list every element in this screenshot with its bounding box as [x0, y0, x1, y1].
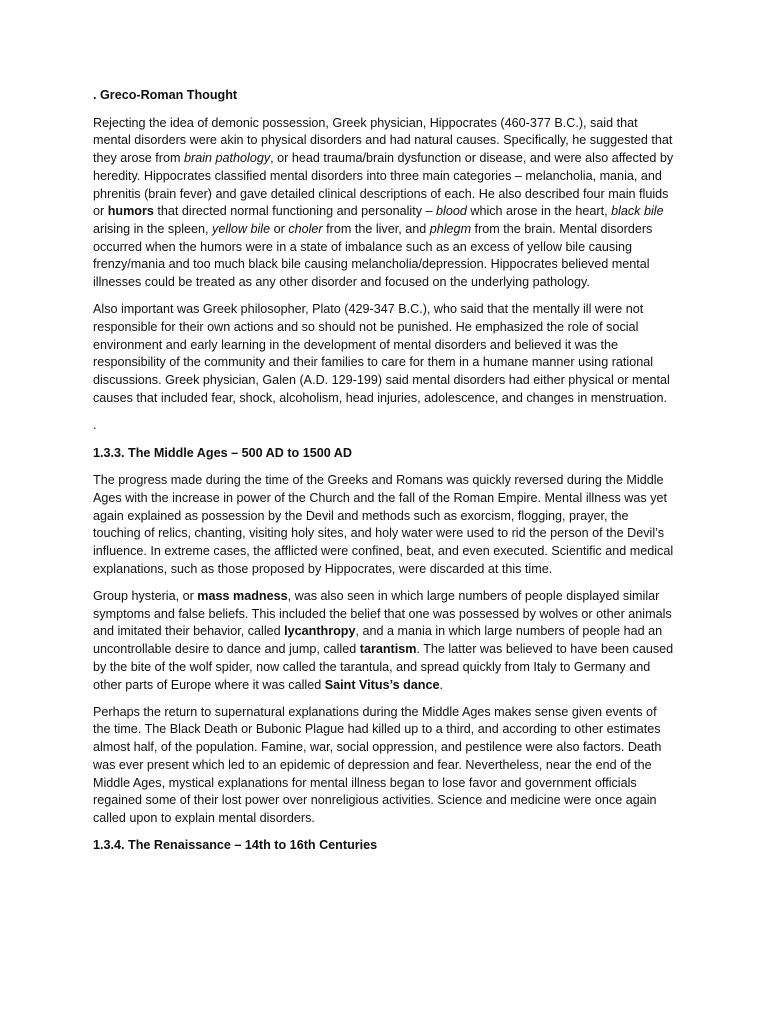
italic-term: yellow bile: [212, 221, 271, 236]
text-run: The progress made during the time of the Greeks and Romans was quickly reversed during the Middle Ages with the increase in power of the Church and the fall of the Roman Empire. Mental illness was yet again explained as possession by the Devil and methods such as exorcism, flogging, prayer, the touching of relics, chanting, visiting holy sites, and holy water were used to rid the person of the Devil’s influence. In extreme cases, the afflicted were confined, beat, and even executed. Scientific and medical explanations, such as those proposed by Hippocrates, were discarded at this time.: [93, 473, 674, 576]
text-run: , or head trauma/brain dysfunction or disease, and were also affected by heredity. Hippocrates classified mental disorders into three main categories – melancholia, mania, and phrenitis (brain fever) and gave detailed clinical descriptions of each. He also described four main fluids or: [93, 151, 674, 219]
text-run: from the brain. Mental disorders occurred when the humors were in a state of imbalance such as an excess of yellow bile causing frenzy/mania and too much black bile causing melancholia/depression. Hippocrates believed mental illnesses could be treated as any other disorder and focused on the underlying pathology.: [93, 221, 653, 290]
text-run: Rejecting the idea of demonic possession, Greek physician, Hippocrates (460-377 B.C.), said that mental disorders were akin to physical disorders and had natural causes. Specifically, he suggested that they arose from: [93, 115, 673, 166]
text-run: , and a mania in which large numbers of people had an uncontrollable desire to dance and jump, called: [93, 624, 663, 657]
section-heading-greco-roman: . Greco-Roman Thought: [93, 88, 238, 102]
separator-dot: .: [93, 417, 97, 432]
text-run: or: [270, 221, 289, 236]
bold-term: tarantism: [359, 642, 417, 657]
paragraph-plato-galen: [93, 301, 677, 407]
text-run: Also important was Greek philosopher, Plato (429-347 B.C.), who said that the mentally ill were not responsible for their own actions and so should not be punished. He emphasized the role of social environment and early learning in the development of mental disorders and believed it was the responsibility of the community and their families to care for them in a humane manner using rational discussions. Greek physician, Galen (A.D. 129-199) said mental disorders had either physical or mental causes that included fear, shock, alcoholism, head injuries, adolescence, and changes in menstruation.: [93, 302, 670, 405]
text-run: .: [439, 677, 444, 692]
bold-term: lycanthropy: [284, 624, 356, 639]
paragraph-mass-madness: [93, 588, 677, 694]
bold-term: Saint Vitus’s dance: [324, 677, 440, 692]
document-page: [93, 87, 677, 865]
text-run: which arose in the heart,: [466, 204, 612, 219]
section-heading-middle-ages: 1.3.3. The Middle Ages – 500 AD to 1500 AD: [93, 445, 352, 460]
italic-term: phlegm: [429, 221, 472, 236]
text-run: , was also seen in which large numbers of people displayed similar symptoms and false beliefs. This included the belief that one was possessed by wolves or other animals and imitated their behavior, called: [93, 589, 672, 639]
text-run: arising in the spleen,: [93, 221, 213, 236]
paragraph-middle-ages-church: [93, 472, 677, 578]
paragraph-black-death: [93, 704, 677, 828]
text-run: from the liver, and: [322, 221, 430, 236]
bold-term: humors: [107, 204, 154, 219]
italic-term: blood: [436, 204, 467, 219]
text-run: Group hysteria, or: [93, 589, 198, 604]
paragraph-hippocrates: [93, 115, 677, 292]
text-run: Perhaps the return to supernatural explanations during the Middle Ages makes sense given events of the time. The Black Death or Bubonic Plague had killed up to a third, and according to other estimates almost half, of the population. Famine, war, social oppression, and pestilence were also factors. Death was ever present which led to an epidemic of depression and fear. Nevertheless, near the end of the Middle Ages, mystical explanations for mental illness began to lose favor and government officials regained some of their lost power over nonreligious activities. Science and medicine were once again called upon to explain mental disorders.: [93, 704, 662, 825]
text-run: that directed normal functioning and personality –: [153, 204, 437, 219]
italic-term: brain pathology: [184, 151, 271, 166]
italic-term: choler: [288, 221, 323, 236]
italic-term: black bile: [611, 204, 664, 219]
text-run: . The latter was believed to have been caused by the bite of the wolf spider, now called the tarantula, and spread quickly from Italy to Germany and other parts of Europe where it was called: [93, 642, 674, 692]
section-heading-renaissance: 1.3.4. The Renaissance – 14th to 16th Centuries: [93, 838, 378, 853]
bold-term: mass madness: [197, 589, 288, 604]
